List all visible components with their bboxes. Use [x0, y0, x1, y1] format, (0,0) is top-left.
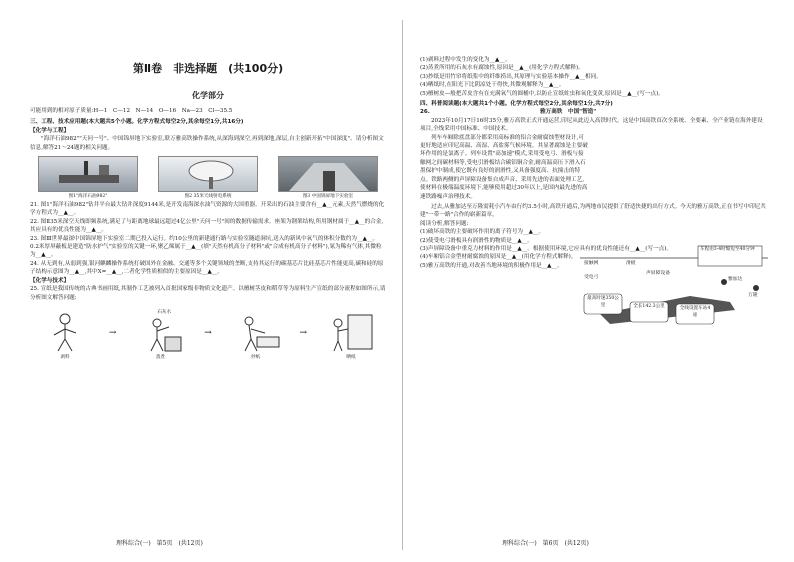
tag-engineering: 【化学与工程】 — [30, 127, 70, 134]
process-flow — [40, 306, 376, 360]
arrow-icon: → — [204, 327, 212, 338]
arrow-icon: → — [108, 327, 117, 338]
figure-1-caption: 图1"海洋石油982" — [68, 194, 108, 200]
right-page — [420, 0, 768, 562]
slide-plate-label: 滑板 — [626, 261, 636, 266]
q26-part-3: (3)声屏障设备中重克力材料的作用是__▲__。根据使用环境,它应具有的优良性能还有__▲__(写一点)。 — [420, 245, 673, 252]
q26-part-5: (5)雅万高铁的开通,对改善当地环境的积极作用是__▲__。 — [420, 262, 563, 269]
q25-part-1: (1)剥料过程中发生的变化为__▲__。 — [420, 57, 511, 63]
figure-1 — [38, 156, 138, 199]
figure-3-caption: 图3 中国锦屏地下实验室 — [302, 194, 354, 200]
pantograph-label: 受电弓 — [584, 275, 599, 280]
train-diagram-svg — [580, 244, 768, 326]
article-paragraph-1: 2023年10月17日16时35分,雅万高铁正式开通运营,印尼从此迈入高铁时代。这是中国高铁首次全系统、全要素、全产业链在海外建设项目,全线采用中国标准、中国技术。 — [420, 117, 763, 133]
atomic-mass-line: 可能用到的相对原子质量:H—1 C—12 N—14 O—16 Na—23 Cl—35.5 — [30, 108, 233, 114]
jakarta-label: 雅加达 — [728, 277, 743, 282]
left-footer: 理科综合(一) 第5页 (共12页) — [116, 540, 203, 547]
stations-badge: 全线设置车站4座 — [679, 306, 711, 318]
contact-wire-label: 接触网 — [584, 261, 599, 266]
question-22: 22. 图Ⅱ35米深空天线即频系统,满足了与距离地球最远超过4亿公里"天问一号"间的数据传输需求。座架为钢架结构,所用钢材属于__▲__的合金,其应具有的优良性能为__▲__。 — [30, 218, 384, 234]
question-21: 21. 图1"海洋石油982"钻井平台最大钻井深度9144米,是开发南海深水油气资源的大国重器。开采出的石油主要含有__▲__元素,天然气燃烧的化学方程式为__▲__。 — [30, 202, 385, 217]
figure-2-caption: 图2 35米天线射电系统 — [184, 194, 232, 200]
q26-title: 雅万高铁 中国"智造" — [540, 109, 597, 116]
question-24: 24. 从无到有,从弱到强,银河麒麟操作系统打破国外在金融、交通等多个关键领域的垄断,支持其运行的碳基芯片比硅基芯片性能更高,碳和硅的原子结构示意图为__▲__,其中X=__▲__,二者化学性质相似的主要原因是__▲__。 — [30, 260, 384, 276]
top-speed-badge: 最高时速350公里 — [587, 296, 619, 308]
sound-barrier-label: 声屏障设备 — [646, 271, 670, 276]
section-4-heading: 四、科普阅读题(本大题共1个小题。化学方程式每空2分,其余每空1分,共7分) — [420, 101, 613, 108]
travel-time-label: 车程由3-4时缩短至40分钟 — [700, 247, 755, 252]
lime-water-label: 石灰水 — [157, 309, 172, 315]
article-paragraph-2: 列车车厢除底盘部分都采用高标准的铝合金耐腐蚀型材设计,可更好地适应印尼高温、高湿、高盐雾气候环境。其显著腐蚀是主要破坏作用的是氯离子。列车设置"高加速"模式,采用受电弓、滑板与接触网之间碳材料等,受电引滑板结合碳铝铜合金,耐高温高压下滑入石墨保护中制成,使它既有良好的润滑性,又具备强度高、抗撞击的特点。铁路两侧的声屏障设备集自成声音、采用先进的表面处理工艺,使材料在极端温度环境下,能够使用超过30年以上,是国内最先进的高速铁路噪声治理技术。 — [420, 134, 588, 200]
q26-number: 26. — [420, 109, 430, 116]
figure-row — [38, 156, 378, 199]
left-page — [30, 0, 386, 562]
train-diagram — [580, 244, 768, 326]
step-make-paper — [231, 311, 281, 360]
step-boil — [135, 311, 185, 360]
q25-part-3: (3)抄纸是用竹帘将纸浆中的纤维捞出,其原理与实验基本操作__▲__相同。 — [420, 73, 602, 80]
q25-part-2: (2)蒸煮所用的石灰水有腐蚀性,原因是__▲__(用化学方程式解释)。 — [420, 65, 584, 72]
q25-part-4: (4)晒纸时,在阳光下比阴凉处干得快,其微观解释为__▲__。 — [420, 82, 565, 89]
q26-header — [420, 108, 768, 116]
arrow-icon: → — [299, 327, 308, 338]
question-23: 23. 图Ⅲ世界最深中国锦屏地下实验室二期已投入运行。约10公里的新建通行路与实验室隧道洞坑,送入的新风中氧气的体积分数约为__▲__。0.2米厚屏蔽板是建造"防水护气"实验室的关键一环,聚乙烯属于__▲__(填"天然有机高分子材料"或"合成有机高分子材料"),氡为稀有气体,其微粒为__▲__。 — [30, 235, 382, 259]
q26-part-4: (4)车厢铝合金型材耐腐蚀的原因是__▲__(用化学方程式解释)。 — [420, 254, 577, 261]
chemistry-subtitle: 化学部分 — [192, 91, 224, 100]
question-25: 25. 宣纸是我国传统的古典书画用纸,其制作工艺被列入首批国家级非物质文化遗产。以檀树茎皮和稻草等为原料生产宣纸的部分流程如图所示,请分析图文解答问题: — [30, 286, 386, 301]
step-peel-label: 剥料 — [60, 354, 70, 360]
radio-antenna-photo — [158, 156, 258, 192]
right-footer: 理科综合(一) 第6页 (共12页) — [502, 540, 589, 547]
step-dry-paper — [326, 311, 376, 360]
oil-platform-photo — [38, 156, 138, 192]
q26-part-2: (2)使受电弓滑板具有润滑性的物质是__▲__。 — [420, 237, 533, 244]
figure-2 — [158, 156, 258, 199]
page-divider — [402, 20, 403, 550]
reading-instruction: 阅读分析,解答问题: — [420, 220, 469, 227]
q25-part-5: (5)檀树皮—般把苦皮含有在充满氧气的圆桶中,以防止宣纸蛀虫和氧化变黄,原因是__▲__(写一点)。 — [420, 90, 664, 97]
page-title: 第Ⅱ卷 非选择题 (共100分) — [132, 62, 284, 75]
q26-part-1: (1)破坏高铁的主要破坏作用的离子符号为__▲__。 — [420, 229, 545, 236]
step-make-paper-label: 抄纸 — [251, 354, 261, 360]
total-length-badge: 全长142.3公里 — [633, 304, 665, 309]
bandung-label: 万隆 — [748, 293, 758, 298]
tag-technology: 【化学与技术】 — [30, 277, 70, 284]
step-dry-paper-label: 晒纸 — [346, 354, 356, 360]
article-paragraph-3: 过去,从雅加达至万隆需耗小汽车由行约3.5小时,高铁开通后,为两地市民提供了舒适快捷的出行方式。今天的雅万高铁,正在书写中印尼共建"一带一路"合作的崭新篇章。 — [420, 203, 766, 219]
section-3-heading: 三、工程、技术应用题(本大题共5个小题。化学方程式每空2分,其余每空1分,共16分) — [30, 119, 244, 126]
figure-3 — [278, 156, 378, 199]
step-boil-label: 蒸煮 — [155, 354, 165, 360]
step-peel — [40, 311, 90, 360]
underground-lab-photo — [278, 156, 378, 192]
intro-paragraph: "海洋石油982""天问一号"、中国锦屏地下实验室,联万雅高铁操作系统,从深海到深空,再到深地,深层,自主创新开拓"中国深度"。请分析图文信息,解答21～24题的相关问题。 — [30, 136, 384, 151]
